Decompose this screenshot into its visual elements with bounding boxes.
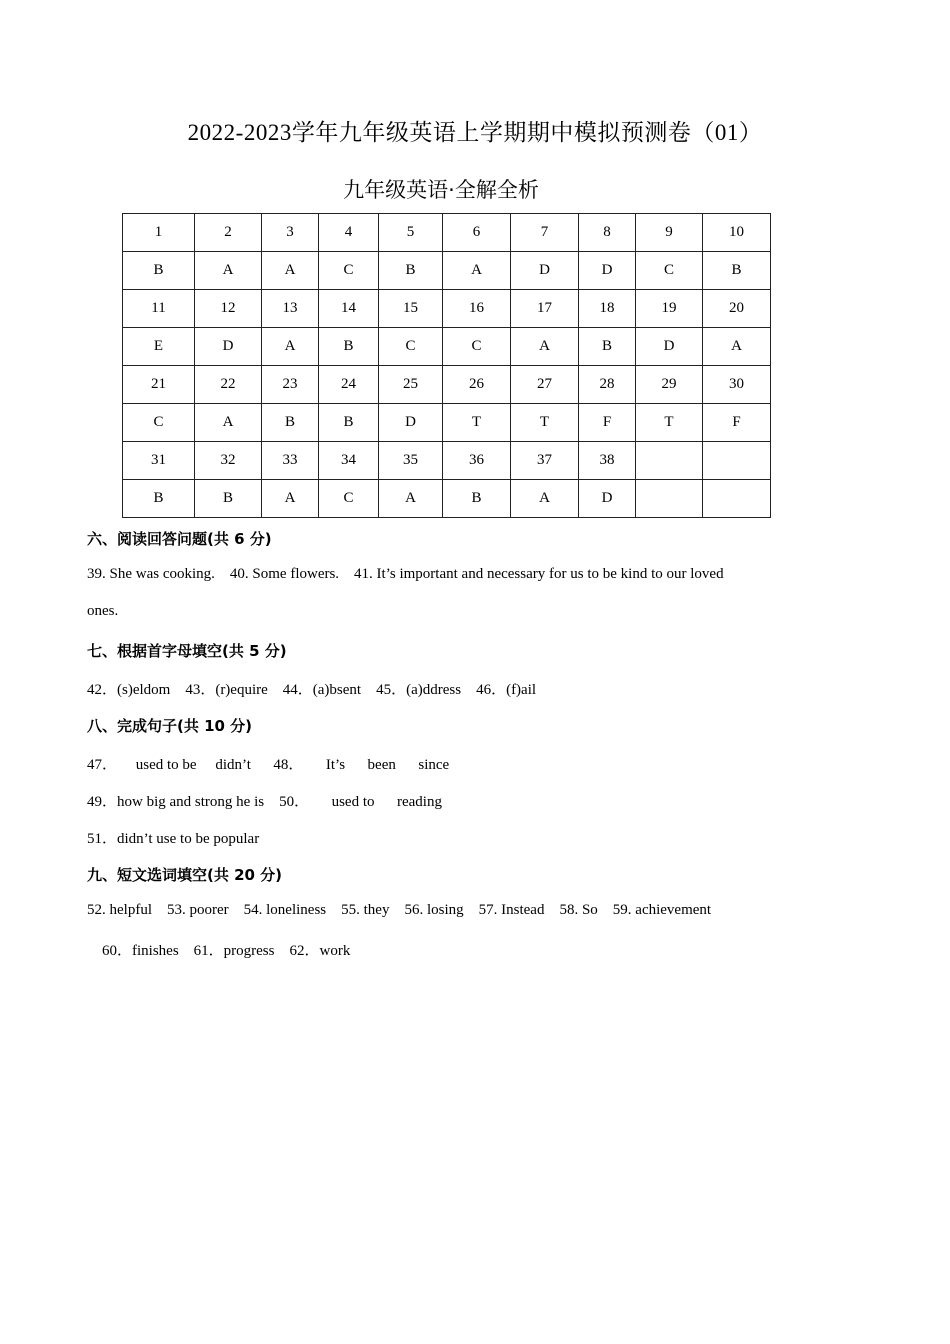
answer-cell: D (579, 480, 636, 518)
answer-cell (703, 480, 771, 518)
question-number-cell: 22 (195, 366, 262, 404)
question-number-cell: 33 (262, 442, 319, 480)
question-number-cell: 5 (379, 214, 443, 252)
section-6-line-2: ones. (87, 603, 119, 619)
question-number-cell: 38 (579, 442, 636, 480)
question-number-cell (703, 442, 771, 480)
question-number-cell: 7 (511, 214, 579, 252)
question-number-cell: 36 (443, 442, 511, 480)
section-9-line-1: 52. helpful 53. poorer 54. loneliness 55. they 56. losing 57. Instead 58. So 59. achievement (87, 902, 712, 918)
answer-cell: B (579, 328, 636, 366)
question-number-cell: 18 (579, 290, 636, 328)
answer-cell: A (262, 480, 319, 518)
answer-cell: B (195, 480, 262, 518)
answer-cell: C (319, 480, 379, 518)
section-7-line-1: 42．(s)eldom 43．(r)equire 44．(a)bsent 45．(a)ddress 46．(f)ail (87, 682, 537, 698)
answer-cell: B (703, 252, 771, 290)
question-number-cell: 24 (319, 366, 379, 404)
answer-cell: A (511, 328, 579, 366)
answer-cell: A (511, 480, 579, 518)
answer-cell: B (319, 328, 379, 366)
question-number-cell: 11 (123, 290, 195, 328)
question-number-cell: 25 (379, 366, 443, 404)
answer-cell: A (195, 404, 262, 442)
question-number-cell: 15 (379, 290, 443, 328)
answer-cell: T (443, 404, 511, 442)
section-6-line-1: 39. She was cooking. 40. Some flowers. 41. It’s important and necessary for us to be kind to our loved (87, 566, 724, 582)
question-number-cell: 21 (123, 366, 195, 404)
answer-cell: A (703, 328, 771, 366)
answer-cell: E (123, 328, 195, 366)
section-heading-7: 七、根据首字母填空(共 5 分) (87, 642, 287, 660)
question-number-cell: 26 (443, 366, 511, 404)
question-number-cell: 28 (579, 366, 636, 404)
question-number-cell: 32 (195, 442, 262, 480)
answer-cell: F (703, 404, 771, 442)
table-row (123, 214, 771, 252)
answer-cell: T (636, 404, 703, 442)
question-number-cell: 17 (511, 290, 579, 328)
section-heading-8: 八、完成句子(共 10 分) (87, 717, 253, 735)
table-row (123, 366, 771, 404)
question-number-cell: 6 (443, 214, 511, 252)
answer-cell: D (636, 328, 703, 366)
question-number-cell: 31 (123, 442, 195, 480)
question-number-cell: 14 (319, 290, 379, 328)
question-number-cell: 23 (262, 366, 319, 404)
answer-cell: A (195, 252, 262, 290)
question-number-cell: 30 (703, 366, 771, 404)
answer-cell: C (443, 328, 511, 366)
question-number-cell: 29 (636, 366, 703, 404)
answer-cell: C (379, 328, 443, 366)
page-title: 2022-2023学年九年级英语上学期期中模拟预测卷（01） (187, 120, 763, 145)
section-9-line-2: 60．finishes 61．progress 62．work (87, 943, 351, 959)
section-8-line-3: 51．didn’t use to be popular (87, 831, 260, 847)
answer-cell: F (579, 404, 636, 442)
answer-cell: B (123, 252, 195, 290)
answer-cell: B (123, 480, 195, 518)
table-row (123, 404, 771, 442)
answer-cell: A (262, 328, 319, 366)
answer-cell: B (262, 404, 319, 442)
question-number-cell: 3 (262, 214, 319, 252)
answer-cell: A (443, 252, 511, 290)
section-8-line-2: 49．how big and strong he is 50． used to reading (87, 794, 442, 810)
answer-cell: C (123, 404, 195, 442)
question-number-cell (636, 442, 703, 480)
answer-cell (636, 480, 703, 518)
question-number-cell: 37 (511, 442, 579, 480)
answer-table (122, 213, 771, 518)
section-heading-6: 六、阅读回答问题(共 6 分) (87, 530, 272, 548)
question-number-cell: 20 (703, 290, 771, 328)
answer-cell: D (579, 252, 636, 290)
question-number-cell: 8 (579, 214, 636, 252)
question-number-cell: 13 (262, 290, 319, 328)
question-number-cell: 34 (319, 442, 379, 480)
question-number-cell: 4 (319, 214, 379, 252)
question-number-cell: 35 (379, 442, 443, 480)
answer-cell: C (636, 252, 703, 290)
section-heading-9: 九、短文选词填空(共 20 分) (87, 866, 283, 884)
question-number-cell: 2 (195, 214, 262, 252)
page-subtitle: 九年级英语·全解全析 (343, 178, 539, 202)
answer-cell: D (511, 252, 579, 290)
question-number-cell: 27 (511, 366, 579, 404)
section-8-line-1: 47． used to be didn’t 48． It’s been since (87, 757, 450, 773)
answer-cell: T (511, 404, 579, 442)
answer-cell: A (379, 480, 443, 518)
table-row (123, 442, 771, 480)
answer-cell: A (262, 252, 319, 290)
table-row (123, 328, 771, 366)
question-number-cell: 1 (123, 214, 195, 252)
question-number-cell: 16 (443, 290, 511, 328)
answer-cell: B (319, 404, 379, 442)
answer-cell: D (195, 328, 262, 366)
answer-cell: B (443, 480, 511, 518)
answer-cell: B (379, 252, 443, 290)
question-number-cell: 12 (195, 290, 262, 328)
question-number-cell: 19 (636, 290, 703, 328)
question-number-cell: 10 (703, 214, 771, 252)
question-number-cell: 9 (636, 214, 703, 252)
table-row (123, 290, 771, 328)
table-row (123, 252, 771, 290)
answer-cell: C (319, 252, 379, 290)
table-row (123, 480, 771, 518)
answer-cell: D (379, 404, 443, 442)
